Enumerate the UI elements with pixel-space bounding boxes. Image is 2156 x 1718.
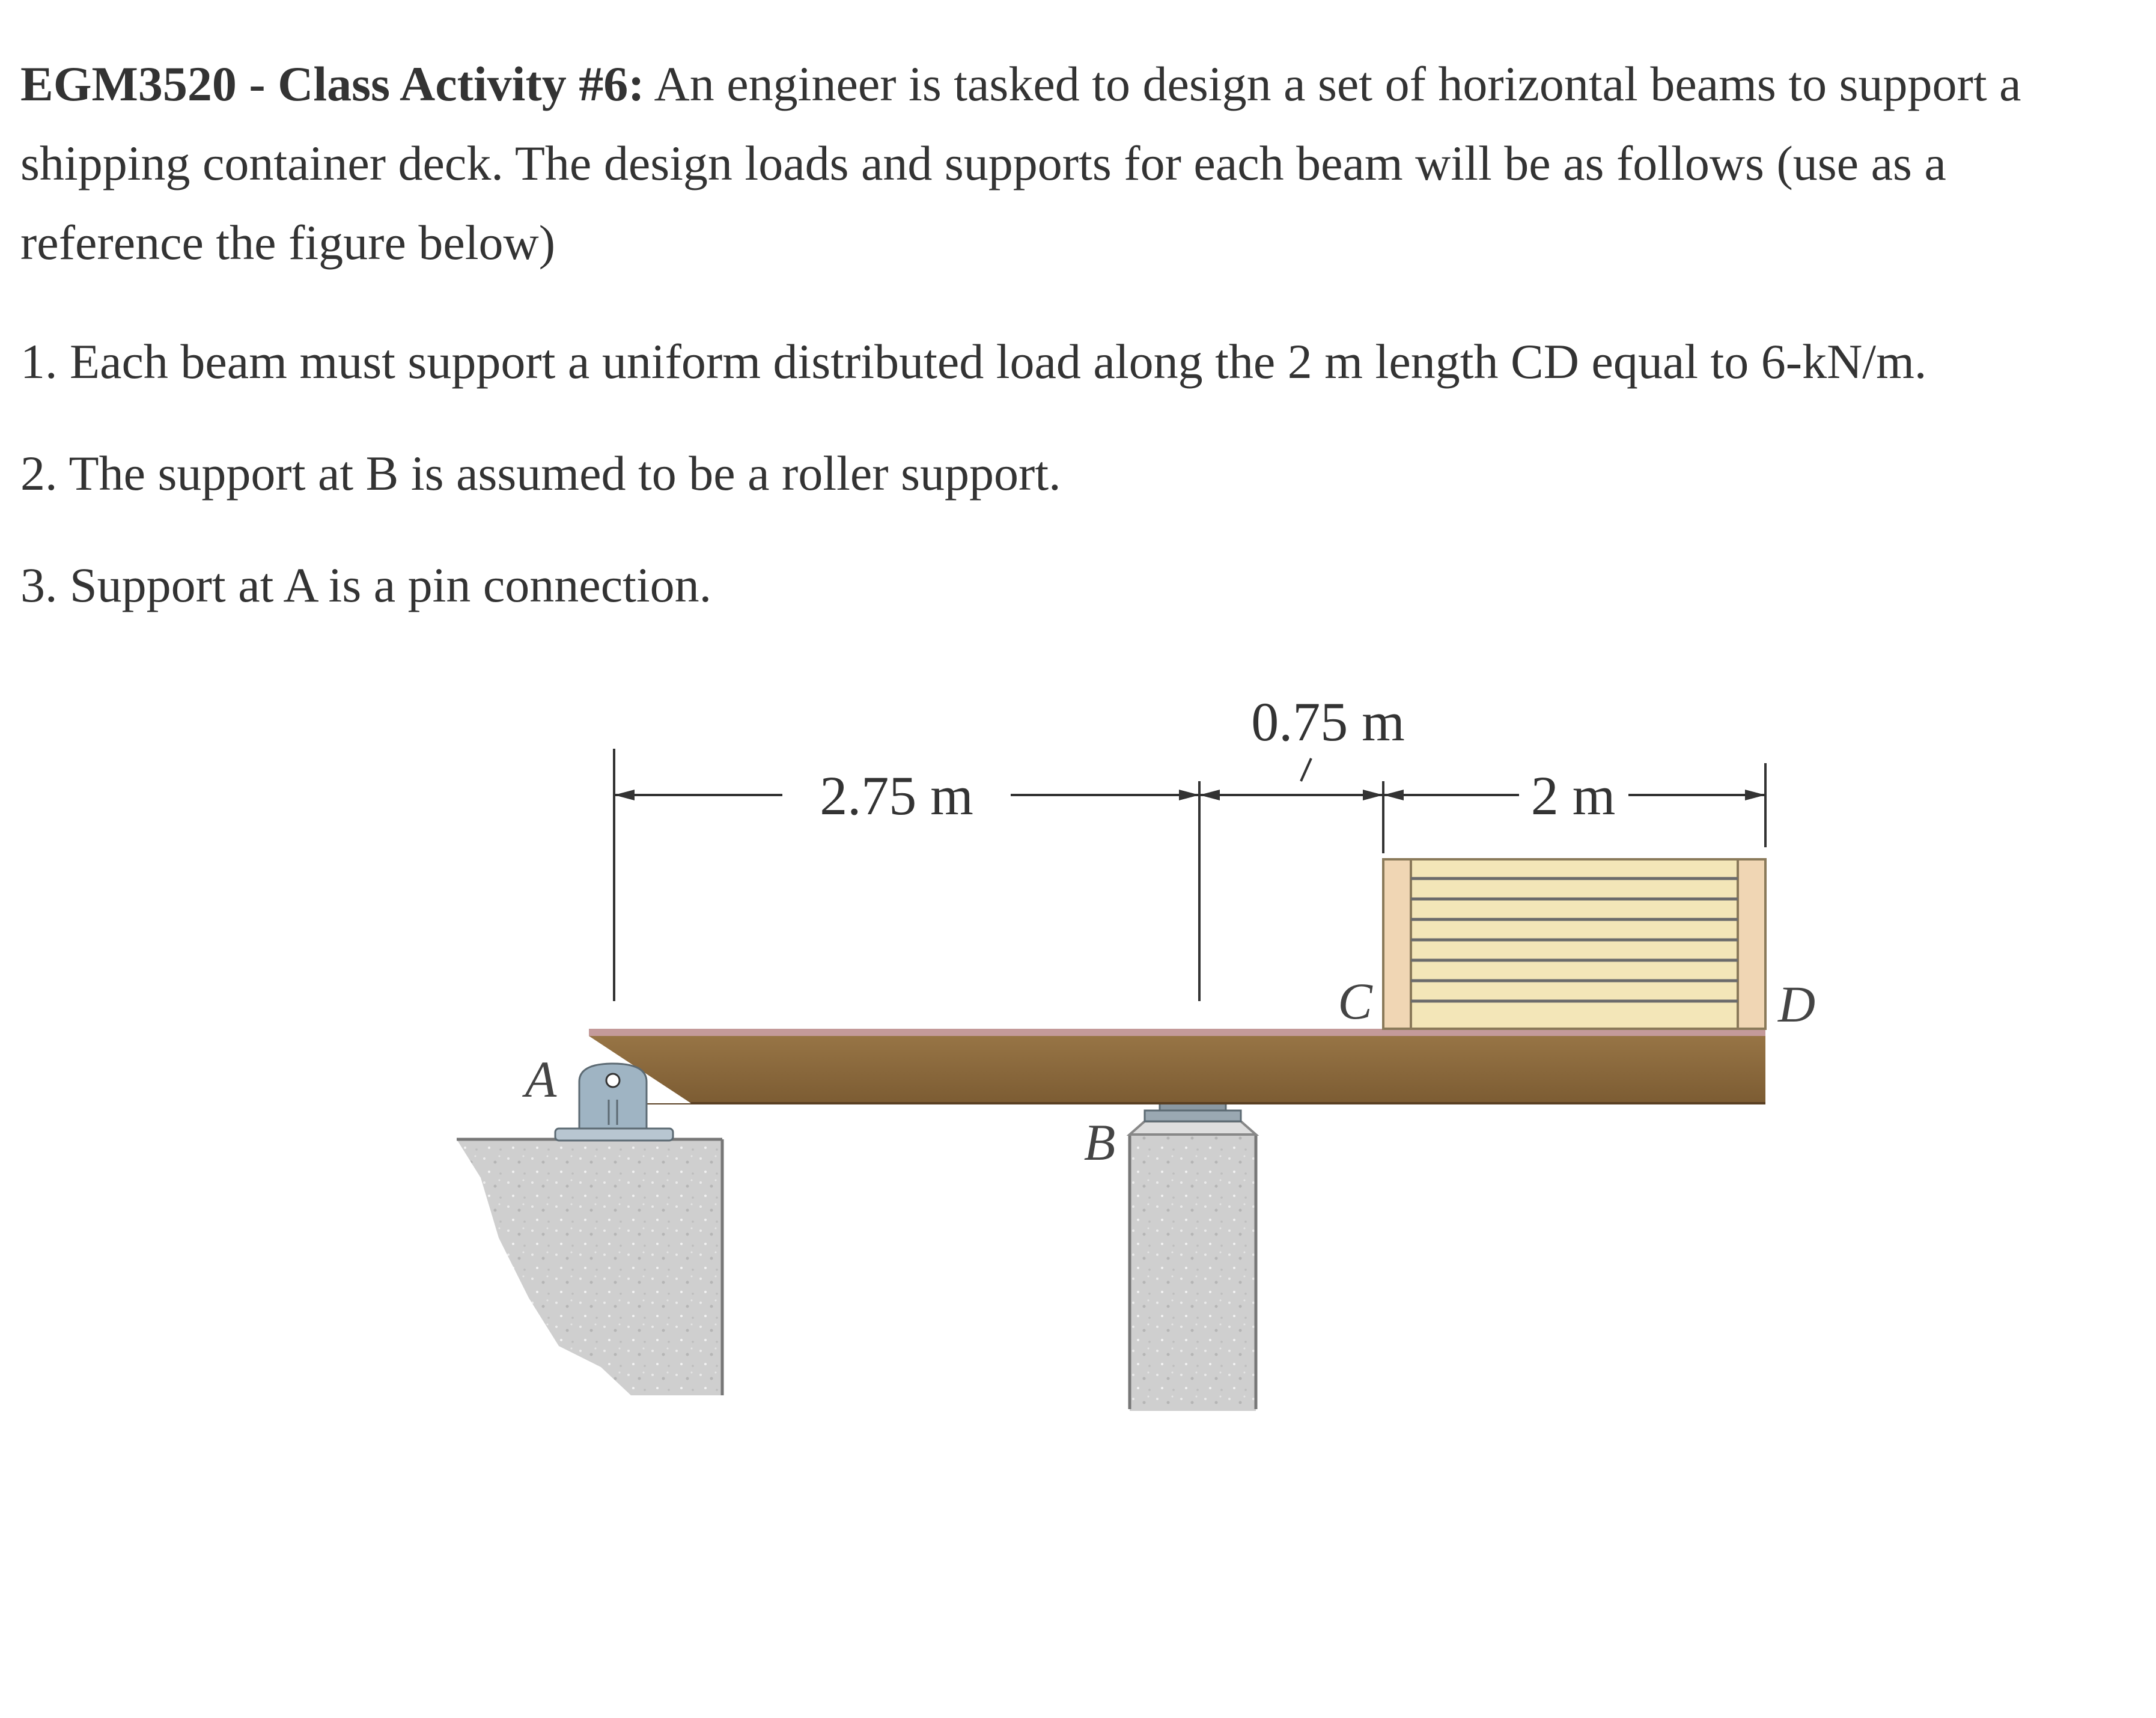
pin-base xyxy=(555,1129,673,1141)
dimension-bc: 0.75 m xyxy=(1251,691,1405,752)
container xyxy=(1383,859,1765,1029)
label-b: B xyxy=(1083,1113,1116,1171)
intro-line-2: shipping container deck. The design loads and supports for each beam will be as follows (use as a xyxy=(20,136,1946,190)
dimension-ab: 2.75 m xyxy=(820,765,973,826)
label-c: C xyxy=(1338,972,1372,1030)
requirement-item-1: 1. Each beam must support a uniform distributed load along the 2 m length CD equal to 6-kN/m. xyxy=(20,334,1927,389)
dimension-cd: 2 m xyxy=(1530,765,1616,826)
requirement-item-2: 2. The support at B is assumed to be a roller support. xyxy=(20,446,1061,501)
container-frame-left xyxy=(1383,859,1411,1029)
intro-line-1: An engineer is tasked to design a set of horizontal beams to support a xyxy=(644,56,2021,111)
label-d: D xyxy=(1777,975,1816,1033)
column-b-cap xyxy=(1130,1121,1256,1135)
intro-line-3: reference the figure below) xyxy=(20,215,556,270)
container-frame-right xyxy=(1738,859,1765,1029)
column-b xyxy=(1130,1135,1256,1411)
ground-a xyxy=(457,1139,722,1395)
beam xyxy=(589,1029,1765,1103)
requirement-item-3: 3. Support at A is a pin connection. xyxy=(20,558,712,612)
roller-plate-lower xyxy=(1145,1110,1241,1121)
label-a: A xyxy=(525,1050,557,1108)
course-code: EGM3520 - Class Activity #6: xyxy=(20,56,645,111)
pin-hole-icon xyxy=(606,1074,620,1087)
